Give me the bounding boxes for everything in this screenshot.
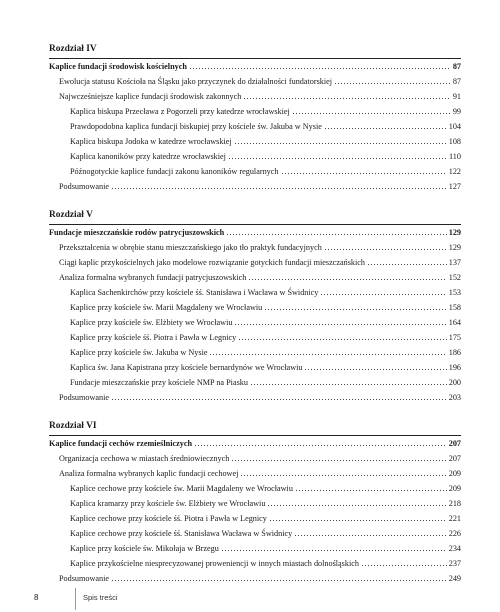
entry-title: Prawdopodobna kaplica fundacji biskupiej przy kościele św. Jakuba w Nysie [70, 122, 322, 131]
toc-entry [59, 91, 461, 103]
leader-dots [304, 362, 446, 370]
toc-entry [70, 106, 461, 118]
leader-dots [111, 573, 447, 581]
toc-entry [70, 362, 461, 374]
toc-entry [70, 151, 461, 163]
page-number: 158 [448, 303, 461, 312]
toc-entry [70, 513, 461, 525]
toc-entry [70, 483, 461, 495]
toc-entry [59, 573, 461, 585]
leader-dots [250, 377, 447, 385]
leader-dots [324, 242, 447, 250]
entry-title: Ewolucja statusu Kościoła na Śląsku jako przyczynek do działalności fundatorskiej [59, 77, 333, 86]
page-number: 104 [448, 122, 461, 131]
entry-title: Analiza formalna wybranych kaplic fundacji cechowej [59, 469, 239, 478]
entry-title: Organizacja cechowa w miastach średniowiecznych [59, 454, 230, 463]
entry-title: Kaplice przy kościele św. Marii Magdaleny we Wrocławiu [70, 303, 263, 312]
entry-title: Kaplica biskupa Przecława z Pogorzeli przy katedrze wrocławskiej [70, 107, 290, 116]
page-number: 137 [448, 258, 461, 267]
leader-dots [221, 543, 447, 551]
page-number: 164 [448, 318, 461, 327]
page-number: 226 [448, 529, 461, 538]
toc-entry [59, 181, 461, 193]
page-number: 207 [448, 454, 461, 463]
chapter-title-row [49, 227, 461, 239]
page-number: 87 [452, 62, 461, 71]
toc-entry [70, 543, 461, 555]
entry-title: Fundacje mieszczańskie przy kościele NMP na Piasku [70, 378, 248, 387]
leader-dots [194, 438, 447, 446]
toc-entry [70, 302, 461, 314]
page-number: 175 [448, 333, 461, 342]
page-number: 249 [448, 574, 461, 583]
toc-entry [59, 453, 461, 465]
toc-entry [59, 257, 461, 269]
entry-title: Kaplica biskupa Jodoka w katedrze wrocławskiej [70, 137, 232, 146]
leader-dots [367, 257, 447, 265]
toc-entry [59, 76, 461, 88]
page-number: 91 [452, 92, 461, 101]
entry-title: Ciągi kaplic przykościelnych jako modelowe rozwiązanie gotyckich fundacji mieszczańskich [59, 258, 366, 267]
leader-dots [295, 483, 447, 491]
page-number: 127 [448, 182, 461, 191]
entry-title: Podsumowanie [59, 574, 110, 583]
toc-entry [70, 498, 461, 510]
page-number: 129 [448, 243, 461, 252]
leader-dots [243, 91, 450, 99]
leader-dots [248, 272, 446, 280]
toc-entry [70, 558, 461, 570]
leader-dots [234, 317, 446, 325]
page-number: 108 [448, 137, 461, 146]
leader-dots [231, 453, 446, 461]
page-number: 200 [448, 378, 461, 387]
entry-title: Kaplice cechowe przy kościele śś. Piotra i Pawła w Legnicy [70, 514, 267, 523]
leader-dots [294, 528, 446, 536]
entry-title: Najwcześniejsze kaplice fundacji środowisk zakonnych [59, 92, 242, 101]
toc-entry [70, 347, 461, 359]
chapter-title: Fundacje mieszczańskie rodów patrycjuszowskich [49, 228, 225, 237]
footer-section-label: Spis treści [83, 593, 118, 602]
entry-title: Kaplica kramarzy przy kościele św. Elżbiety we Wrocławiu [70, 499, 266, 508]
leader-dots [267, 498, 446, 506]
footer-page-number: 8 [34, 593, 39, 602]
leader-dots [292, 106, 451, 114]
leader-dots [269, 513, 447, 521]
leader-dots [361, 558, 447, 566]
entry-title: Kaplice cechowe przy kościele śś. Stanisława Wacława w Świdnicy [70, 529, 293, 538]
toc-entry [70, 332, 461, 344]
chapter-heading: Rozdział V [49, 210, 93, 220]
page-number: 203 [448, 393, 461, 402]
toc-entry [70, 287, 461, 299]
entry-title: Kaplice przy kościele św. Jakuba w Nysie [70, 348, 208, 357]
chapter-title: Kaplice fundacji cechów rzemieślniczych [49, 439, 193, 448]
chapter-rule [49, 58, 461, 59]
leader-dots [234, 136, 447, 144]
entry-title: Kaplice cechowe przy kościele św. Marii Magdaleny we Wrocławiu [70, 484, 293, 493]
toc-entry [70, 317, 461, 329]
chapter-rule [49, 435, 461, 436]
page-number: 221 [448, 514, 461, 523]
page-number: 122 [448, 167, 461, 176]
toc-entry [70, 121, 461, 133]
entry-title: Późnogotyckie kaplice fundacji zakonu kanoników regularnych [70, 167, 279, 176]
entry-title: Kaplica kanoników przy katedrze wrocławskiej [70, 152, 226, 161]
entry-title: Podsumowanie [59, 393, 110, 402]
toc-entry [70, 166, 461, 178]
page-number: 218 [448, 499, 461, 508]
leader-dots [238, 332, 447, 340]
toc-entry [70, 528, 461, 540]
entry-title: Kaplice przy kościele św. Mikołaja w Brzegu [70, 544, 219, 553]
chapter-rule [49, 224, 461, 225]
entry-title: Kaplica św. Jana Kapistrana przy kościele bernardynów we Wrocławiu [70, 363, 303, 372]
leader-dots [228, 151, 447, 159]
footer-divider [75, 588, 76, 610]
page-number: 237 [448, 559, 461, 568]
page-number: 209 [448, 484, 461, 493]
leader-dots [264, 302, 446, 310]
page-number: 207 [448, 439, 461, 448]
toc-entry [70, 377, 461, 389]
page-number: 99 [452, 107, 461, 116]
toc-entry [59, 242, 461, 254]
leader-dots [240, 468, 446, 476]
leader-dots [334, 76, 451, 84]
leader-dots [111, 181, 447, 189]
page-number: 110 [449, 152, 461, 161]
page-number: 209 [448, 469, 461, 478]
page-number: 196 [448, 363, 461, 372]
entry-title: Przekształcenia w obrębie stanu mieszczańskiego jako tło praktyk fundacyjnych [59, 243, 322, 252]
page-number: 153 [448, 288, 461, 297]
chapter-heading: Rozdział VI [49, 421, 97, 431]
entry-title: Kaplice przykościelne niesprecyzowanej proweniencji w innych miastach dolnośląskich [70, 559, 359, 568]
entry-title: Analiza formalna wybranych fundacji patrycjuszowskich [59, 273, 247, 282]
leader-dots [209, 347, 446, 355]
page-number: 186 [448, 348, 461, 357]
chapter-title: Kaplice fundacji środowisk kościelnych [49, 62, 187, 71]
chapter-title-row [49, 438, 461, 450]
page-number: 152 [448, 273, 461, 282]
toc-entry [59, 272, 461, 284]
entry-title: Kaplica Sachenkirchów przy kościele śś. Stanisława i Wacława w Świdnicy [70, 288, 319, 297]
entry-title: Kaplice przy kościele śś. Piotra i Pawła w Legnicy [70, 333, 237, 342]
leader-dots [226, 227, 447, 235]
leader-dots [281, 166, 447, 174]
page-number: 234 [448, 544, 461, 553]
leader-dots [189, 61, 451, 69]
entry-title: Kaplice przy kościele św. Elżbiety we Wrocławiu [70, 318, 233, 327]
chapter-title-row [49, 61, 461, 73]
leader-dots [324, 121, 447, 129]
page-number: 129 [448, 228, 461, 237]
entry-title: Podsumowanie [59, 182, 110, 191]
toc-entry [59, 468, 461, 480]
page-number: 87 [452, 77, 461, 86]
leader-dots [320, 287, 446, 295]
leader-dots [111, 392, 447, 400]
chapter-heading: Rozdział IV [49, 44, 97, 54]
toc-entry [70, 136, 461, 148]
toc-entry [59, 392, 461, 404]
